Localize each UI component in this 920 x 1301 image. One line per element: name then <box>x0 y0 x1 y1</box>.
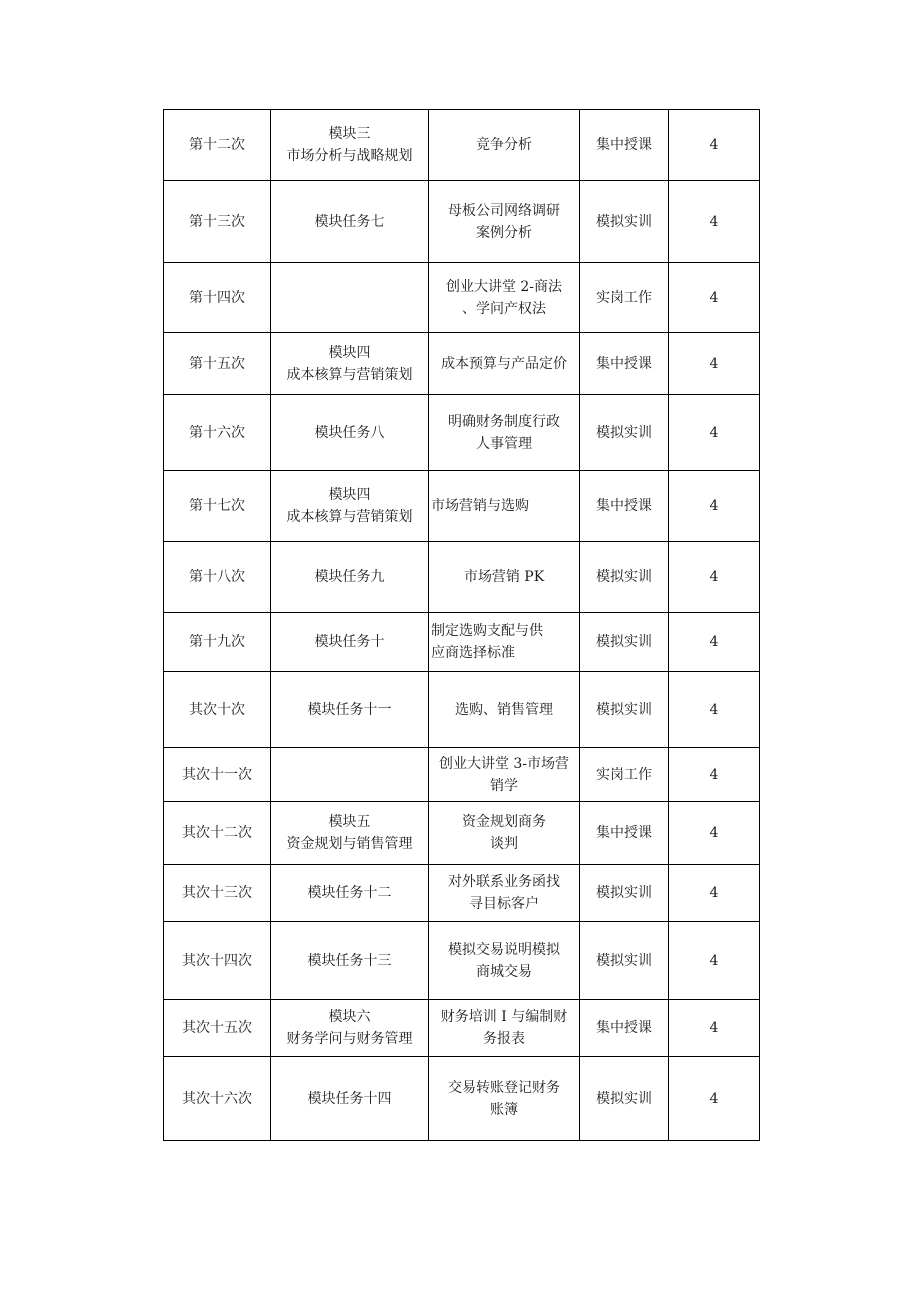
content-line: 交易转账登记财务 <box>448 1079 560 1096</box>
content-cell <box>429 333 580 395</box>
hours-cell: 4 <box>669 542 760 613</box>
schedule-body <box>164 110 760 1141</box>
module-line: 模块任务十 <box>314 634 385 650</box>
module-line: 成本核算与营销策划 <box>286 509 413 525</box>
session-cell: 第十三次 <box>164 181 271 263</box>
table-row <box>164 471 760 542</box>
teaching-method-cell: 模拟实训 <box>580 672 669 748</box>
teaching-method-cell: 模拟实训 <box>580 922 669 1000</box>
content-line: 账簿 <box>490 1101 518 1118</box>
teaching-method-cell: 实岗工作 <box>580 263 669 333</box>
teaching-method-cell: 集中授课 <box>580 802 669 865</box>
content-cell <box>429 1057 580 1141</box>
module-line: 模块任务十四 <box>307 1090 392 1107</box>
module-cell <box>271 748 429 802</box>
module-line: 模块四 <box>328 344 371 361</box>
module-cell <box>271 395 429 471</box>
content-cell <box>429 613 580 672</box>
content-line: 人事管理 <box>476 435 532 452</box>
content-line: 对外联系业务函找 <box>448 874 560 890</box>
content-cell <box>429 542 580 613</box>
content-cell <box>429 672 580 748</box>
table-row <box>164 1000 760 1057</box>
table-row <box>164 613 760 672</box>
table-row <box>164 1057 760 1141</box>
content-line: 创业大讲堂 3-市场营 <box>438 755 570 772</box>
session-cell: 第十七次 <box>164 471 271 542</box>
hours-cell: 4 <box>669 672 760 748</box>
content-line: 商城交易 <box>476 963 532 980</box>
content-line: 选购、销售管理 <box>455 701 553 718</box>
session-cell: 第十六次 <box>164 395 271 471</box>
module-line: 模块任务十二 <box>307 885 392 901</box>
teaching-method-cell: 集中授课 <box>580 1000 669 1057</box>
module-cell <box>271 110 429 181</box>
module-cell <box>271 802 429 865</box>
table-row <box>164 672 760 748</box>
hours-cell: 4 <box>669 395 760 471</box>
session-cell: 第十八次 <box>164 542 271 613</box>
session-cell: 其次十二次 <box>164 802 271 865</box>
session-cell: 其次十五次 <box>164 1000 271 1057</box>
course-schedule-table <box>163 109 760 1141</box>
module-line: 模块五 <box>328 814 371 830</box>
session-cell: 其次十三次 <box>164 865 271 922</box>
hours-cell: 4 <box>669 802 760 865</box>
content-line: 明确财务制度行政 <box>448 413 560 430</box>
teaching-method-cell: 模拟实训 <box>580 865 669 922</box>
module-line: 模块任务七 <box>314 213 385 230</box>
content-line: 母板公司网络调研 <box>448 202 560 219</box>
module-cell <box>271 922 429 1000</box>
module-cell <box>271 613 429 672</box>
hours-cell: 4 <box>669 865 760 922</box>
module-cell <box>271 1057 429 1141</box>
module-cell <box>271 333 429 395</box>
content-line: 寻目标客户 <box>469 896 539 912</box>
content-cell <box>429 802 580 865</box>
module-line: 模块六 <box>328 1009 371 1025</box>
content-cell <box>429 865 580 922</box>
session-cell: 第十五次 <box>164 333 271 395</box>
content-line: 市场营销与选购 <box>431 498 529 514</box>
session-cell: 其次十次 <box>164 672 271 748</box>
hours-cell: 4 <box>669 1000 760 1057</box>
hours-cell: 4 <box>669 181 760 263</box>
content-cell <box>429 471 580 542</box>
module-line: 模块任务九 <box>314 569 385 585</box>
hours-cell: 4 <box>669 613 760 672</box>
hours-cell: 4 <box>669 748 760 802</box>
module-line: 模块四 <box>328 487 371 503</box>
content-cell <box>429 263 580 333</box>
content-line: 应商选择标准 <box>431 645 515 661</box>
teaching-method-cell: 模拟实训 <box>580 542 669 613</box>
teaching-method-cell: 实岗工作 <box>580 748 669 802</box>
module-cell <box>271 181 429 263</box>
session-cell: 其次十一次 <box>164 748 271 802</box>
hours-cell: 4 <box>669 333 760 395</box>
module-cell <box>271 672 429 748</box>
hours-cell: 4 <box>669 922 760 1000</box>
module-line: 市场分析与战略规划 <box>286 148 413 164</box>
module-line: 模块任务十三 <box>307 952 392 969</box>
teaching-method-cell: 集中授课 <box>580 471 669 542</box>
module-line: 财务学问与财务管理 <box>286 1031 413 1047</box>
module-line: 成本核算与营销策划 <box>286 366 413 383</box>
table-row <box>164 542 760 613</box>
content-line: 案例分析 <box>476 224 532 241</box>
content-cell <box>429 922 580 1000</box>
module-cell <box>271 865 429 922</box>
session-cell: 其次十四次 <box>164 922 271 1000</box>
content-line: 资金规划商务 <box>462 814 546 830</box>
teaching-method-cell: 模拟实训 <box>580 613 669 672</box>
teaching-method-cell: 模拟实训 <box>580 395 669 471</box>
table-row <box>164 395 760 471</box>
session-cell: 第十二次 <box>164 110 271 181</box>
module-line: 模块任务十一 <box>307 701 392 718</box>
module-line: 资金规划与销售管理 <box>286 836 413 852</box>
content-line: 、学问产权法 <box>462 300 546 317</box>
table-row <box>164 333 760 395</box>
module-cell <box>271 263 429 333</box>
table-row <box>164 748 760 802</box>
module-cell <box>271 542 429 613</box>
content-line: 谈判 <box>490 836 518 852</box>
table-row <box>164 181 760 263</box>
table-row <box>164 865 760 922</box>
content-cell <box>429 395 580 471</box>
session-cell: 其次十六次 <box>164 1057 271 1141</box>
teaching-method-cell: 集中授课 <box>580 333 669 395</box>
content-line: 务报表 <box>483 1031 525 1047</box>
module-line: 模块任务八 <box>314 424 385 441</box>
table-row <box>164 263 760 333</box>
content-line: 销学 <box>490 777 518 794</box>
module-cell <box>271 471 429 542</box>
content-cell <box>429 110 580 181</box>
teaching-method-cell: 模拟实训 <box>580 1057 669 1141</box>
session-cell: 第十九次 <box>164 613 271 672</box>
table-row <box>164 802 760 865</box>
session-cell: 第十四次 <box>164 263 271 333</box>
content-cell <box>429 748 580 802</box>
hours-cell: 4 <box>669 110 760 181</box>
content-line: 财务培训 I 与编制财 <box>440 1009 568 1025</box>
content-cell <box>429 181 580 263</box>
hours-cell: 4 <box>669 263 760 333</box>
module-cell <box>271 1000 429 1057</box>
module-line: 模块三 <box>328 126 371 142</box>
teaching-method-cell: 模拟实训 <box>580 181 669 263</box>
content-line: 创业大讲堂 2-商法 <box>445 278 563 295</box>
table-row <box>164 110 760 181</box>
content-cell <box>429 1000 580 1057</box>
content-line: 制定选购支配与供 <box>431 623 543 639</box>
table-row <box>164 922 760 1000</box>
hours-cell: 4 <box>669 471 760 542</box>
content-line: 市场营销 PK <box>463 569 545 585</box>
content-line: 成本预算与产品定价 <box>441 355 567 372</box>
content-line: 竞争分析 <box>476 137 532 153</box>
teaching-method-cell: 集中授课 <box>580 110 669 181</box>
hours-cell: 4 <box>669 1057 760 1141</box>
content-line: 模拟交易说明模拟 <box>448 941 560 958</box>
